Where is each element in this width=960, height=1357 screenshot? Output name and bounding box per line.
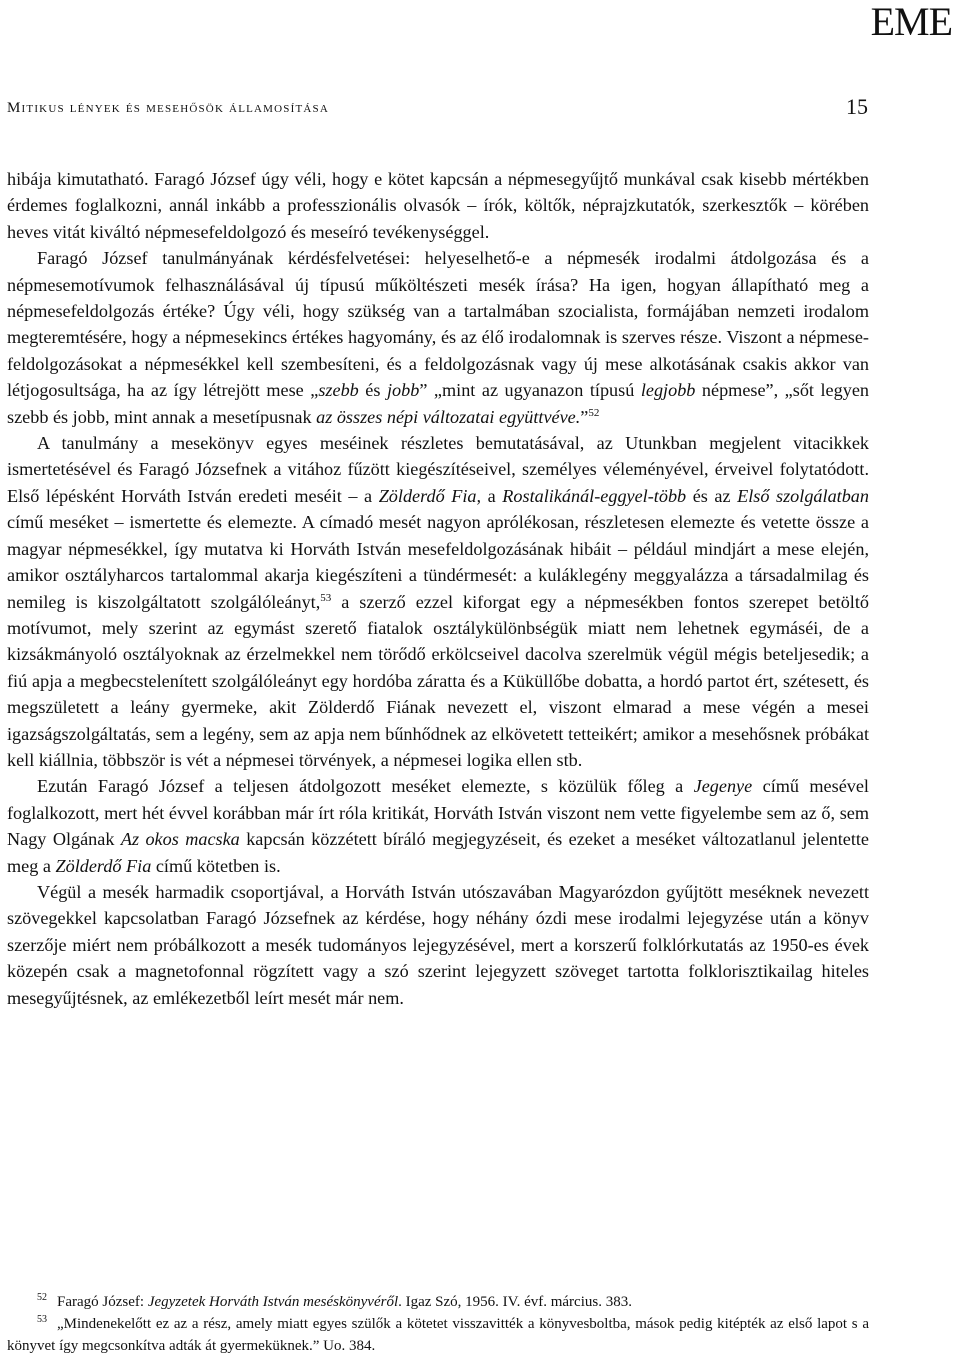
footnote-reference[interactable]: 52 xyxy=(588,406,600,419)
italic-text: legjobb xyxy=(640,380,696,401)
paragraph xyxy=(7,773,869,879)
running-title: Mitikus lények és mesehősök államosítása xyxy=(7,100,330,116)
italic-text: Az okos macska xyxy=(120,829,240,850)
text-run: . Igaz Szó, 1956. IV. évf. március. 383. xyxy=(398,1294,632,1310)
text-run: a szerző ezzel kiforgat egy a népmesékben fontos szerepet betöltő motívumot, mely szerint az egymást szerető fiatalok osztálykülönbségük miatt nem lehetnek egymáséi, de a kizsákmányoló osztályoknak az érzelmekkel nem törődő erkölcseivel dacolva szerelmük végül mégis beteljesedik; a fiú apja a megbecstelenített szolgálóleányt egy hordóba záratta és a Küküllőbe dobatta, a hordó partot ért, szétesett, és megszületett a leány gyermeke, akit Zölderdő Fiának nevezett el, viszont elmarad a mese végén a mesei igazságszolgáltatás, sem a legény, sem az apja nem bűnhődnek az elkövetett tetteikért; amikor a mesehősnek próbákat kell kiállnia, többször is vét a népmesei törvények, a népmesei logika ellen stb. xyxy=(7,591,869,770)
text-run: című meséket – ismertette és elemezte. A címadó mesét nagyon aprólékosan, részletesen elemezte és vetette össze a magyar népmesékkel, így mutatva ki Horváth István mesefeldolgozásának hibáit – például mindjárt a mese elején, amikor osztályharcos tartalommal akarja kiegészíteni a tündérmesét: a kuláklegény meggyalázza a társadalmilag és nemileg is kiszolgáltatott szolgálóleányt, xyxy=(7,512,869,612)
text-run: A tanulmány a mesekönyv egyes meséinek részletes bemutatásával, az Utunkban megjelent vitacikkek ismertetésével és Faragó Józsefnek a vitához fűzött kiegészítéseivel, személyes véleményével, érveivel folytatódott. Első lépésként Horváth István eredeti meséit – a xyxy=(7,433,869,506)
italic-text: Zölderdő Fia xyxy=(55,855,152,876)
italic-text: Jegyzetek Horváth István meséskönyvéről xyxy=(147,1294,399,1310)
text-run: „Mindenekelőtt ez az a rész, amely miatt egyes szülők a kötetet visszavitték a könyvesboltba, mások pedig kitépték az első lapot s a könyvet így megcsonkítva adták át gyermeküknek.” Uo. 384. xyxy=(7,1316,869,1354)
main-text xyxy=(7,166,869,1011)
text-run: és xyxy=(358,380,387,401)
page-number: 15 xyxy=(846,94,868,119)
text-run: Faragó József tanulmányának kérdésfelvetései: helyeselhető-e a népmesék irodalmi átdolgozása és a népmesemotívumok felhasználásával új típusú műköltészeti mesék írása? Ha igen, hogyan állapítható meg a népmesefeldolgozás értéke? Úgy véli, hogy szükség van a tartalmában szocialista, formájában nemzeti irodalom megteremtésére, hogy a népmesekincs értékes hagyomány, és az élő irodalomnak is szerves része. Viszont a népmese-feldolgozásokat a népmesékkel kell szembesíteni, és a feldolgozásnak vagy új mese alkotásának csakis akkor van létjogosultsága, ha az így létrejött mese „ xyxy=(7,248,869,401)
paragraph xyxy=(7,430,869,773)
footnotes xyxy=(7,1291,869,1357)
italic-text: Első szolgálatban xyxy=(737,485,869,506)
italic-text: jobb xyxy=(386,380,420,401)
text-run: című kötetben is. xyxy=(151,855,281,876)
text-run: kapcsán közzétett bíráló megjegyzéseit, és ezeket a meséket változatlanul jelentette meg a xyxy=(7,829,870,876)
footnote: 52 Faragó József: Jegyzetek Horváth István meséskönyvéről. Igaz Szó, 1956. IV. évf. március. 383. xyxy=(37,1292,632,1310)
paragraph: hibája kimutatható. Faragó József úgy véli, hogy e kötet kapcsán a népmesegyűjtő munkával csak kisebb mértékben érdemes foglalkozni, annál inkább a professzionális olvasók – írók, költők, néprajzkutatók, szerkesztők – körében heves vitát kiváltó népmesefeldolgozó és meseíró tevékenységgel. xyxy=(7,169,869,242)
italic-text: az összes népi változatai együttvéve. xyxy=(316,406,581,427)
footnote-reference[interactable]: 53 xyxy=(320,591,332,604)
text-run: és az xyxy=(686,485,738,506)
italic-text: Rostalikánál-eggyel-több xyxy=(502,485,687,506)
italic-text: Zölderdő Fia, xyxy=(378,485,482,506)
text-run: a xyxy=(481,485,503,506)
text-run: népmese”, „sőt legyen szebb és jobb, mint annak a mesetípusnak xyxy=(7,380,869,427)
text-run: című mesével foglalkozott, mert hét évvel korábban már írt róla kritikát, Horváth István viszont nem vette figyelembe sem az ő, sem Nagy Olgának xyxy=(7,776,869,850)
paragraph: Végül a mesék harmadik csoportjával, a Horváth István utószavában Magyarózdon gyűjtött meséknek nevezett szövegekkel kapcsolatban Faragó Józsefnek az kérdése, hogy néhány ózdi mese irodalmi lejegyzése után a könyv szerzője miért nem próbálkozott a mesék tudományos lejegyzésével, mert a korszerű folklórkutatás az 1950-es évek közepén csak a magnetofonnal rögzített vagy a szó szerint lejegyzett szöveget tartotta folklorisztikailag hiteles mesegyűjtésnek, az emlékezetből leírt mesét már nem. xyxy=(7,881,869,1008)
footnote: 53 „Mindenekelőtt ez az a rész, amely miatt egyes szülők a kötetet visszavitték a könyvesboltba, mások pedig kitépték az első lapot s a könyvet így megcsonkítva adták át gyermeküknek.” Uo. 384. xyxy=(7,1314,869,1354)
text-run: ” xyxy=(580,406,589,427)
italic-text: Jegenye xyxy=(693,776,753,797)
paragraph xyxy=(7,245,869,430)
italic-text: szebb xyxy=(318,380,359,401)
text-run: Ezután Faragó József a teljesen átdolgozott meséket elemezte, s közülük főleg a xyxy=(37,776,694,797)
text-run: ” „mint az ugyanazon típusú xyxy=(419,380,641,401)
publisher-logo: EME xyxy=(870,0,952,44)
text-run: Faragó József: xyxy=(57,1294,148,1310)
